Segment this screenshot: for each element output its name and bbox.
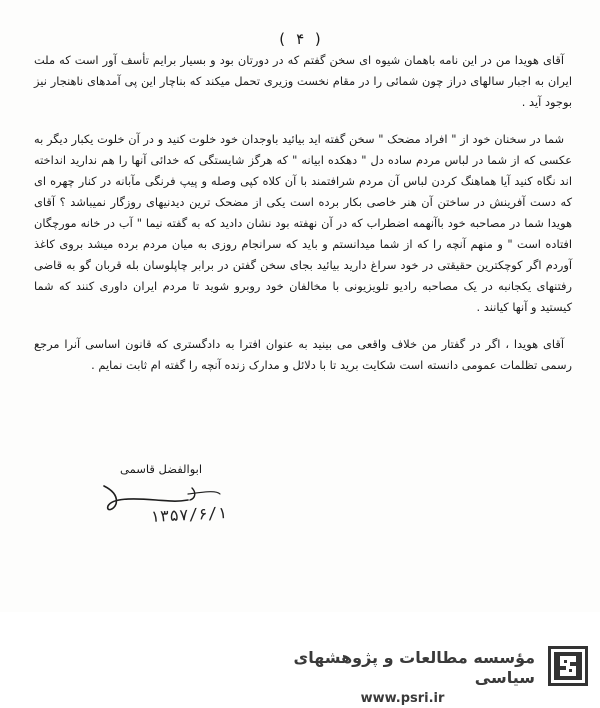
- page-number: ( ۴ ): [277, 30, 323, 48]
- paragraph-3: آقای هویدا ، اگر در گفتار من خلاف واقعی می بینید به عنوان افترا به دادگستری که قانون اساسی آنرا مرجع رسمی تظلمات عمومی دانسته است شکایت برید تا با دلائل و مدارک زنده آنچه را گفته ام ثابت نمایم .: [34, 337, 572, 372]
- psri-logo-icon: [548, 646, 588, 686]
- institute-url[interactable]: www.psri.ir: [360, 691, 445, 706]
- paragraph-1: آقای هویدا من در این نامه باهمان شیوه ای سخن گفتم که در دورتان بود و بسیار برایم تأسف آور است که ملت ایران به اجبار سالهای دراز چون شمائی را در مقام نخست وزیری تحمل میکند که بناچار این پی آمدهای ناهنجار نیز بوجود آید .: [34, 53, 572, 109]
- institute-name: مؤسسه مطالعات و پژوهشهای سیاسی: [293, 648, 535, 687]
- signature-date: ۱۳۵۷/۶/۱: [149, 502, 228, 527]
- footer-text: [270, 648, 535, 708]
- paragraph-2: شما در سخنان خود از " افراد مضحک " سخن گفته اید بیائید باوجدان خود خلوت کنید و در آن خلوت یکبار دیگر به عکسی که از شما در لباس مردم ساده دل " دهکده ابیانه " که هرگز شایستگی که خدائی آنها را هم ندارید انداخته اند نگاه کنید آیا هماهنگ کردن لباس آن مردم شرافتمند با آن کلاه کپی وصله و پیپ فرنگی مآبانه در کنار چهره ای که دست آفرینش در ساختن آن هنر خاصی بکار برده است یکی از مضحک ترین دیدنیهای روزگار نمیباشد ؟ آقای هویدا شما در مصاحبه خود باآنهمه اضطراب که در آن نهفته بود نشان دادید که به گفته نیما " آب در خانه مورچگان افتاده است " و منهم آنچه را که از شما میدانستم و باید که سرانجام روزی به میان مردم برده میشد بروی کاغذ آوردم اگر کوچکترین حقیقتی در خود سراغ دارید بیائید بجای سخن گفتن در برابر چاپلوسان بله قربان گو به قاضی رفتنهای یکجانبه در یک مصاحبه رادیو تلویزیونی با مخالفان خود روبرو شوید تا مردم ایران داوری کنند که شما کیستید و آنها کیانند .: [34, 132, 572, 314]
- letter-body: [34, 50, 572, 376]
- signature-name: ابوالفضل قاسمی: [120, 462, 203, 476]
